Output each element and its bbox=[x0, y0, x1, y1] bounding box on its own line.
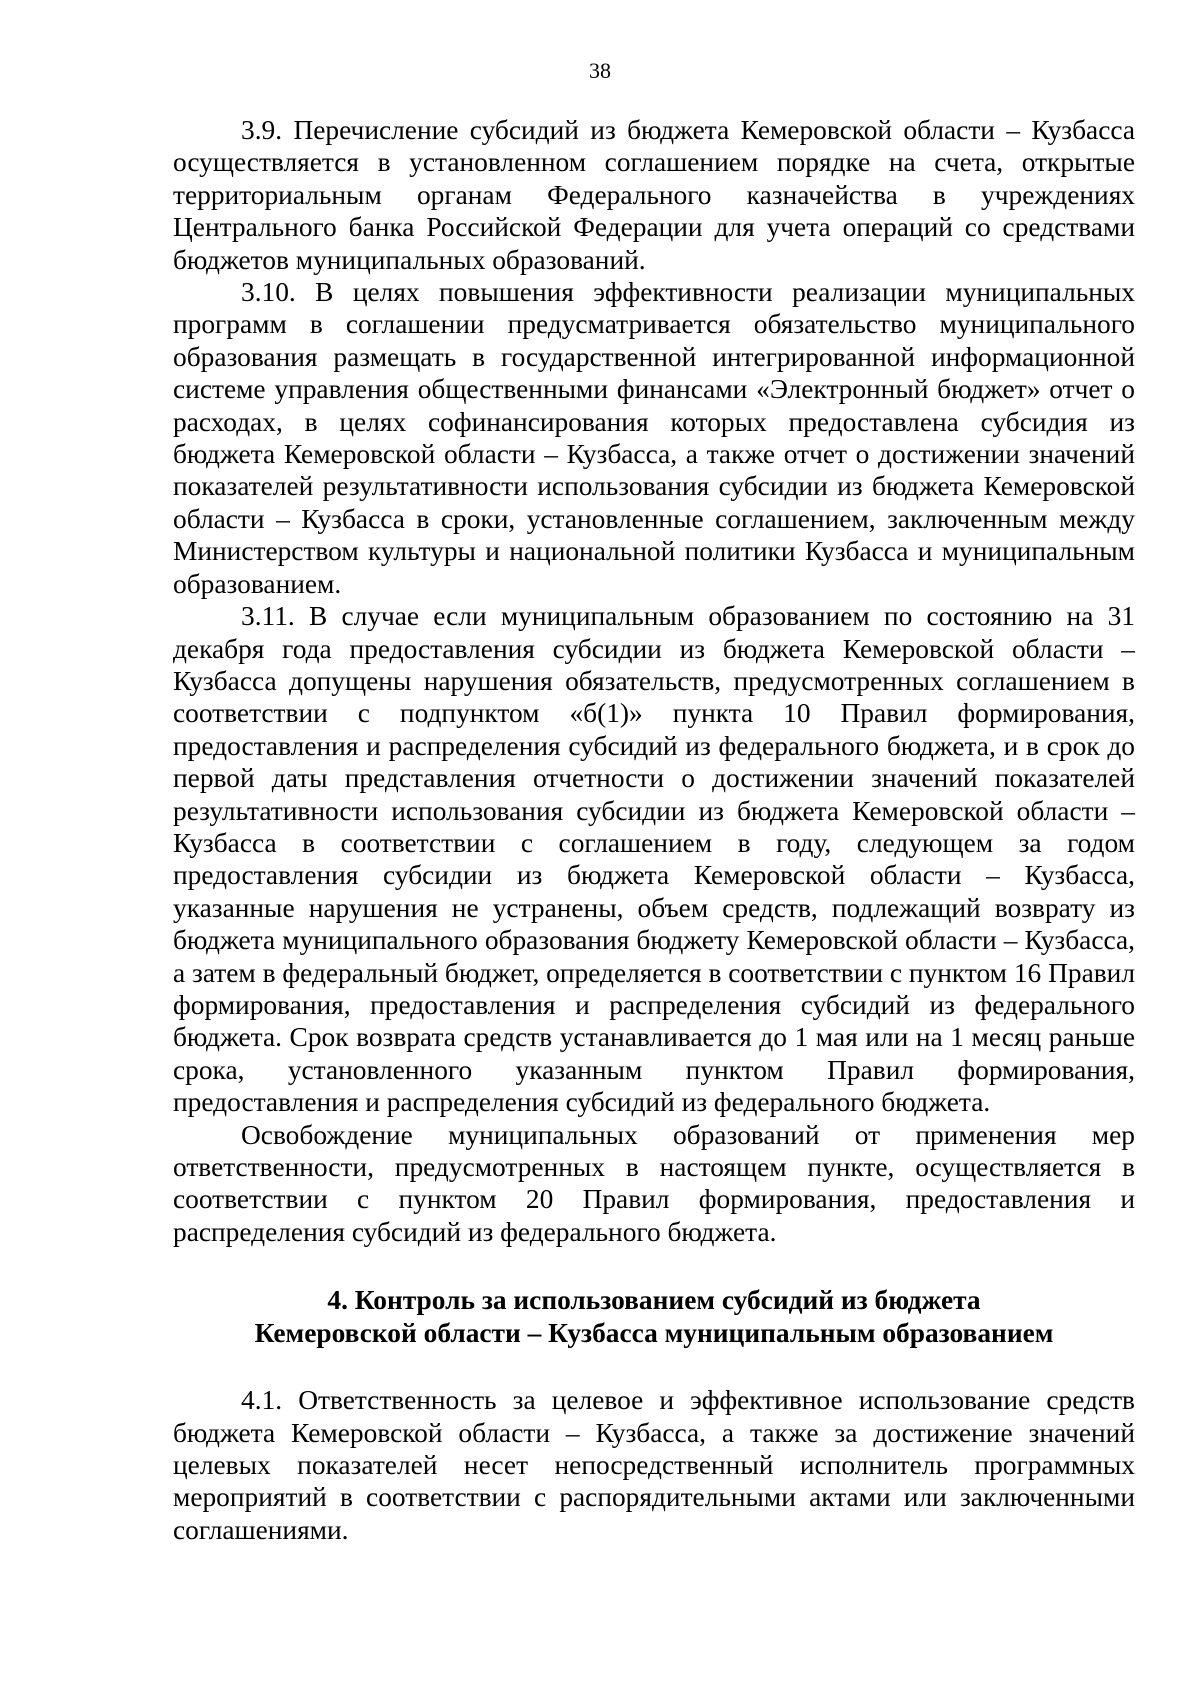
paragraph-exemption: Освобождение муниципальных образований от применения мер ответственности, предусмотренных в настоящем пункте, осуществляется в соответствии с пунктом 20 Правил формирования, предоставления и распределения субсидий из федерального бюджета. bbox=[173, 1119, 1135, 1247]
paragraph-3-10: 3.10. В целях повышения эффективности реализации муниципальных программ в соглашении предусматривается обязательство муниципального образования размещать в государственной интегрированной информационной системе управления общественными финансами «Электронный бюджет» отчет о расходах, в целях софинансирования которых предоставлена субсидия из бюджета Кемеровской области – Кузбасса, а также отчет о достижении значений показателей результативности использования субсидии из бюджета Кемеровской области – Кузбасса в сроки, установленные соглашением, заключенным между Министерством культуры и национальной политики Кузбасса и муниципальным образованием. bbox=[173, 277, 1135, 599]
section-heading-line-2: Кемеровской области – Кузбасса муниципальным образованием bbox=[254, 1318, 1054, 1349]
paragraph-3-11: 3.11. В случае если муниципальным образованием по состоянию на 31 декабря года предоставления субсидии из бюджета Кемеровской области – Кузбасса допущены нарушения обязательств, предусмотренных соглашением в соответствии с подпунктом «б(1)» пункта 10 Правил формирования, предоставления и распределения субсидий из федерального бюджета, и в срок до первой даты представления отчетности о достижении значений показателей результативности использования субсидии из бюджета Кемеровской области – Кузбасса в соответствии с соглашением в году, следующем за годом предоставления субсидии из бюджета Кемеровской области – Кузбасса, указанные нарушения не устранены, объем средств, подлежащий возврату из бюджета муниципального образования бюджету Кемеровской области – Кузбасса, а затем в федеральный бюджет, определяется в соответствии с пунктом 16 Правил формирования, предоставления и распределения субсидий из федерального бюджета. Срок возврата средств устанавливается до 1 мая или на 1 месяц раньше срока, установленного указанным пунктом Правил формирования, предоставления и распределения субсидий из федерального бюджета. bbox=[173, 601, 1135, 1118]
paragraph-3-9: 3.9. Перечисление субсидий из бюджета Кемеровской области – Кузбасса осуществляется в установленном соглашением порядке на счета, открытые территориальным органам Федерального казначейства в учреждениях Центрального банка Российской Федерации для учета операций со средствами бюджетов муниципальных образований. bbox=[173, 115, 1135, 275]
section-heading-line-1: 4. Контроль за использованием субсидий из бюджета bbox=[327, 1285, 981, 1316]
paragraph-4-1: 4.1. Ответственность за целевое и эффективное использование средств бюджета Кемеровской области – Кузбасса, а также за достижение значений целевых показателей несет непосредственный исполнитель программных мероприятий в соответствии с распорядительными актами или заключенными соглашениями. bbox=[173, 1385, 1135, 1545]
page-number: 38 bbox=[589, 58, 611, 83]
section-heading bbox=[173, 1284, 1135, 1350]
document-body bbox=[173, 114, 1135, 1546]
